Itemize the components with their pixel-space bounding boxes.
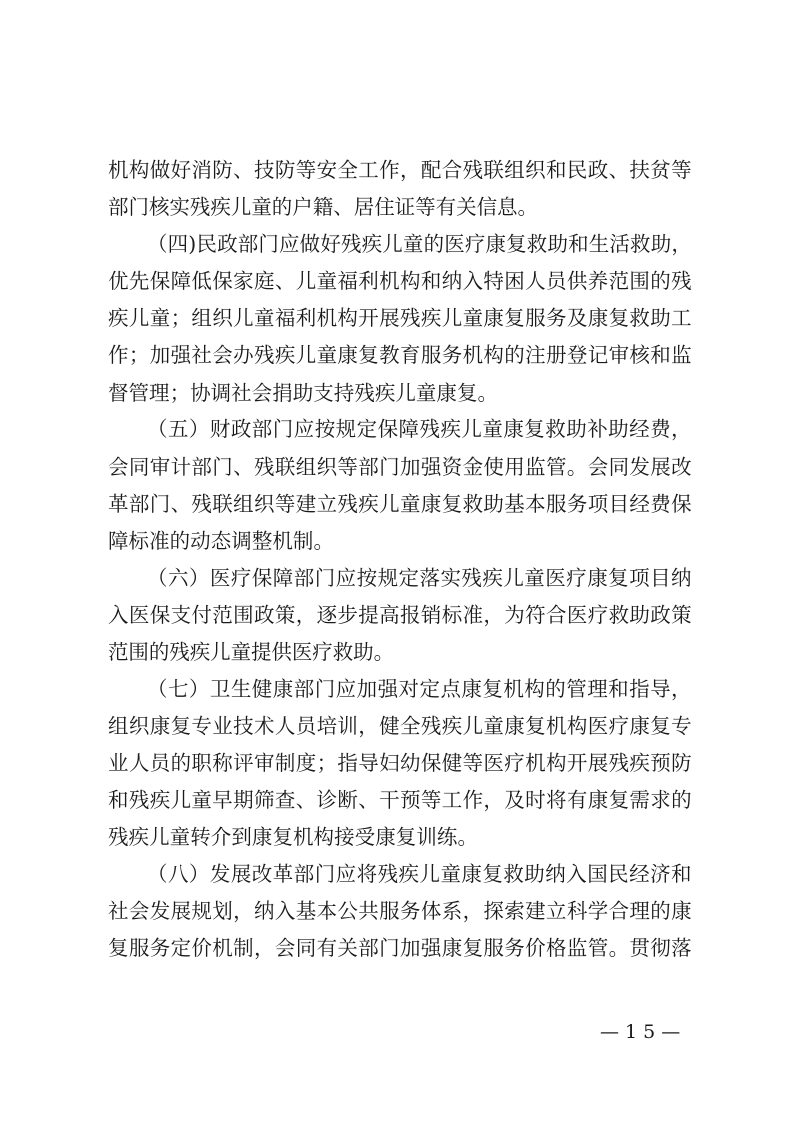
text-line xyxy=(0,637,793,667)
text-line-content: （八）发展改革部门应将残疾儿童康复救助纳入国民经济和 xyxy=(147,862,692,886)
page-number: — 1 5 — xyxy=(600,1021,681,1043)
text-line xyxy=(0,748,793,778)
text-line-content: 复服务定价机制，会同有关部门加强康复服务价格监管。贯彻落 xyxy=(108,936,692,960)
text-line xyxy=(0,489,793,519)
text-line-content: 革部门、残联组织等建立残疾儿童康复救助基本服务项目经费保 xyxy=(108,492,692,516)
text-line-content: 社会发展规划，纳入基本公共服务体系，探索建立科学合理的康 xyxy=(108,899,692,923)
text-line-content: 障标准的动态调整机制。 xyxy=(108,529,334,553)
text-line-content: 会同审计部门、残联组织等部门加强资金使用监管。会同发展改 xyxy=(108,455,692,479)
text-line xyxy=(0,896,793,926)
text-line-content: （四)民政部门应做好残疾儿童的医疗康复救助和生活救助， xyxy=(147,232,692,256)
text-line xyxy=(0,340,793,370)
text-line xyxy=(0,303,793,333)
text-line xyxy=(0,378,793,408)
text-line xyxy=(0,600,793,630)
text-line-content: 入医保支付范围政策，逐步提高报销标准，为符合医疗救助政策 xyxy=(108,603,692,627)
paragraph-start-line xyxy=(0,229,793,259)
text-line-content: 疾儿童；组织儿童福利机构开展残疾儿童康复服务及康复救助工 xyxy=(108,306,692,330)
paragraph-start-line xyxy=(0,563,793,593)
text-line xyxy=(0,155,793,185)
text-line xyxy=(0,452,793,482)
text-line xyxy=(0,933,793,963)
text-line xyxy=(0,822,793,852)
text-line-content: （七）卫生健康部门应加强对定点康复机构的管理和指导， xyxy=(147,677,692,701)
paragraph-start-line xyxy=(0,674,793,704)
text-line-content: 范围的残疾儿童提供医疗救助。 xyxy=(108,640,394,664)
text-line xyxy=(0,266,793,296)
paragraph-start-line xyxy=(0,859,793,889)
text-line-content: 作；加强社会办残疾儿童康复教育服务机构的注册登记审核和监 xyxy=(108,343,692,367)
text-line-content: 部门核实残疾儿童的户籍、居住证等有关信息。 xyxy=(108,195,538,219)
text-line-content: （五）财政部门应按规定保障残疾儿童康复救助补助经费， xyxy=(147,417,692,441)
text-line-content: （六）医疗保障部门应按规定落实残疾儿童医疗康复项目纳 xyxy=(147,566,692,590)
text-line-content: 机构做好消防、技防等安全工作，配合残联组织和民政、扶贫等 xyxy=(108,158,692,182)
text-line xyxy=(0,785,793,815)
text-line-content: 残疾儿童转介到康复机构接受康复训练。 xyxy=(108,825,478,849)
text-line-content: 优先保障低保家庭、儿童福利机构和纳入特困人员供养范围的残 xyxy=(108,269,692,293)
text-line-content: 组织康复专业技术人员培训，健全残疾儿童康复机构医疗康复专 xyxy=(108,714,692,738)
text-line-content: 业人员的职称评审制度；指导妇幼保健等医疗机构开展残疾预防 xyxy=(108,751,692,775)
text-line xyxy=(0,192,793,222)
paragraph-start-line xyxy=(0,414,793,444)
text-line-content: 和残疾儿童早期筛查、诊断、干预等工作，及时将有康复需求的 xyxy=(108,788,692,812)
text-line xyxy=(0,711,793,741)
text-line xyxy=(0,526,793,556)
text-line-content: 督管理；协调社会捐助支持残疾儿童康复。 xyxy=(108,381,498,405)
